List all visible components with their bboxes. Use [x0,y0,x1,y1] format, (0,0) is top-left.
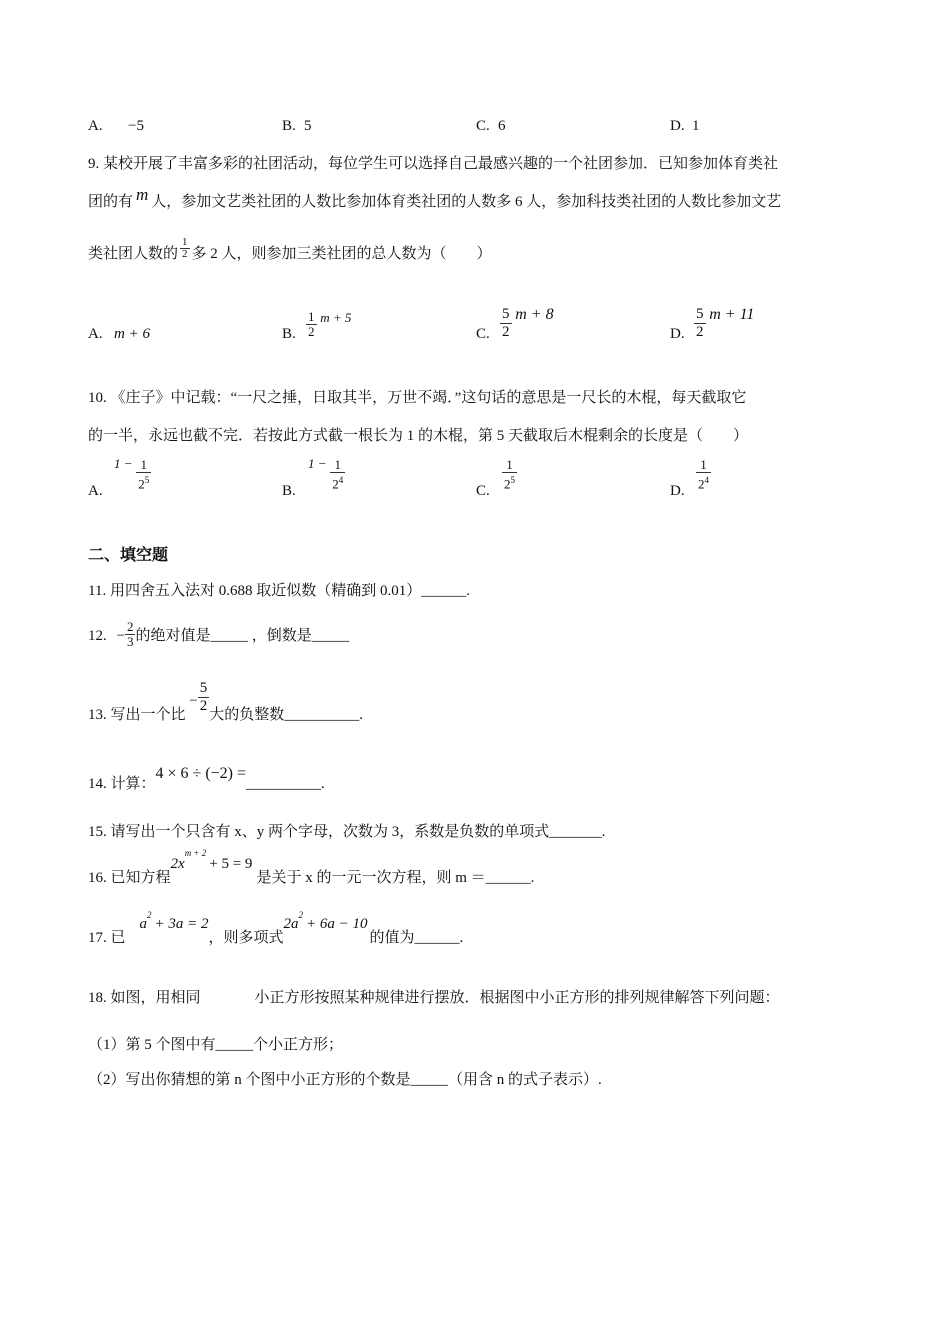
q13-line [88,676,363,723]
q14-line [88,762,325,792]
q17-expr2-exponent: 2 [298,910,304,920]
q9-line2-end: 人，参加文艺类社团的人数比参加体育类社团的人数多 6 人，参加科技类社团的人数比参加文艺 [151,194,782,210]
q8-option-c-label: C. [476,118,490,134]
q8-options [88,118,868,138]
q16-expr-base: 2x [170,856,185,872]
q13-fraction: $\frac{5}{2}$ [199,680,208,714]
q12-line [88,619,350,651]
q16-prefix: 16. 已知方程 [88,870,171,886]
q10-option-a-fraction: $\frac{1}{2^5}$ [138,457,150,492]
q14-prefix: 14. 计算： [88,776,156,792]
q10-option-c-value [502,458,517,491]
q8-option-d-label: D. [670,118,685,134]
q9-line3-end: 多 2 人，则参加三类社团的总人数为（ ） [191,246,492,262]
q12-text: 的绝对值是_____ ，倒数是_____ [135,627,350,644]
q10-options [88,458,868,502]
q10-option-c-fraction: $\frac{1}{2^5}$ [504,457,515,492]
q9-line2 [88,185,782,211]
q12-number: 12. [88,627,107,644]
q8-option-d-value: 1 [692,118,700,134]
q11-text: 11. 用四舍五入法对 0.688 取近似数（精确到 0.01）______. [88,583,470,599]
q10-line1: 10. 《庄子》中记载：“一尺之捶，日取其半，万世不竭．”这句话的意思是一尺长的木棍，每天截取它 [88,390,747,406]
q9-option-d-expr: m + 11 [709,305,755,323]
q10-option-c-label: C. [476,483,490,499]
q10-option-b-fraction: $\frac{1}{2^4}$ [332,457,344,492]
q18-line1 [88,986,780,1007]
q9-option-b-label: B. [282,326,296,342]
q9-line3-start: 类社团人数的 [88,246,179,262]
q14-expression: 4 × 6 ÷ (−2) = [155,765,247,782]
q9-option-b-expr: m + 5 [320,309,352,325]
q9-fraction-half: $\frac{1}{2}$ [182,236,188,261]
q17-mid: ，则多项式 [208,930,284,946]
q13-text: 大的负整数__________. [209,706,363,723]
q9-option-c-expr: m + 8 [515,305,554,323]
q10-option-d-label: D. [670,483,685,499]
q8-option-b-value: 5 [304,118,312,134]
q10-option-b-value [308,458,345,491]
q16-expr-rest: + 5 = 9 [209,856,253,872]
q10-option-a-pre: 1 − [114,456,133,472]
q12-fraction: $\frac{2}{3}$ [126,619,134,649]
q17-expr1-rest: + 3a = 2 [154,916,209,932]
q17-line [88,910,464,946]
q10-line2: 的一半，永远也截不完．若按此方式截一根长为 1 的木棍，第 5 天截取后木棍剩余的长度是（ ） [88,428,749,444]
q9-line3 [88,236,492,266]
q16-line [88,848,535,886]
q17-expr2-base: 2a [283,916,299,932]
q10-option-d-fraction: $\frac{1}{2^4}$ [698,457,709,492]
q18-sub2: （2）写出你猜想的第 n 个图中小正方形的个数是_____（用含 n 的式子表示）. [88,1072,602,1088]
q9-option-c-fraction: $\frac{5}{2}$ [502,306,510,340]
q13-sign: − [189,692,198,709]
q9-option-c-value [500,306,554,341]
q8-option-b-label: B. [282,118,296,134]
q8-option-c-value: 6 [498,118,506,134]
q9-options [88,306,868,346]
q8-option-a-value: −5 [128,118,144,134]
q9-option-b-value [306,310,351,339]
q10-option-b-label: B. [282,483,296,499]
q18-line1-start: 18. 如图，用相同 [88,990,201,1006]
q9-option-d-value [694,306,754,341]
q9-line2-start: 团的有 [88,194,134,210]
q10-option-a-value [114,458,151,491]
q9-option-a-value: m + 6 [114,326,150,342]
q8-option-a-label: A. [88,118,103,134]
q9-variable-m: m [136,185,149,204]
q17-text: 的值为______. [369,930,464,946]
q15-text: 15. 请写出一个只含有 x、y 两个字母，次数为 3，系数是负数的单项式_______. [88,824,606,840]
q18-sub1: （1）第 5 个图中有_____个小正方形； [88,1037,344,1053]
q17-expr1-base: a [139,916,148,932]
q17-prefix: 17. 已 [88,930,126,946]
q9-option-c-label: C. [476,326,490,342]
q12-sign: − [116,627,125,644]
q17-expr1-exponent: 2 [147,910,152,920]
q9-option-a-label: A. [88,326,103,342]
q9-line1: 9. 某校开展了丰富多彩的社团活动，每位学生可以选择自己最感兴趣的一个社团参加．已知参加体育类社 [88,156,779,172]
q16-expr-exponent: m + 2 [184,848,207,858]
q10-option-b-pre: 1 − [308,456,327,472]
q16-text: 是关于 x 的一元一次方程，则 m ＝______. [256,870,535,886]
section-title: 二、填空题 [88,547,169,564]
q9-option-d-label: D. [670,326,685,342]
q18-line1-end: 小正方形按照某种规律进行摆放．根据图中小正方形的排列规律解答下列问题： [254,990,780,1006]
q10-option-d-value [696,458,711,491]
q9-option-b-fraction: $\frac{1}{2}$ [308,309,315,339]
q9-option-d-fraction: $\frac{5}{2}$ [696,306,704,340]
q13-prefix: 13. 写出一个比 [88,706,186,723]
q17-expr2-rest: + 6a − 10 [306,916,368,932]
q14-text: __________. [246,776,325,792]
q10-option-a-label: A. [88,483,103,499]
